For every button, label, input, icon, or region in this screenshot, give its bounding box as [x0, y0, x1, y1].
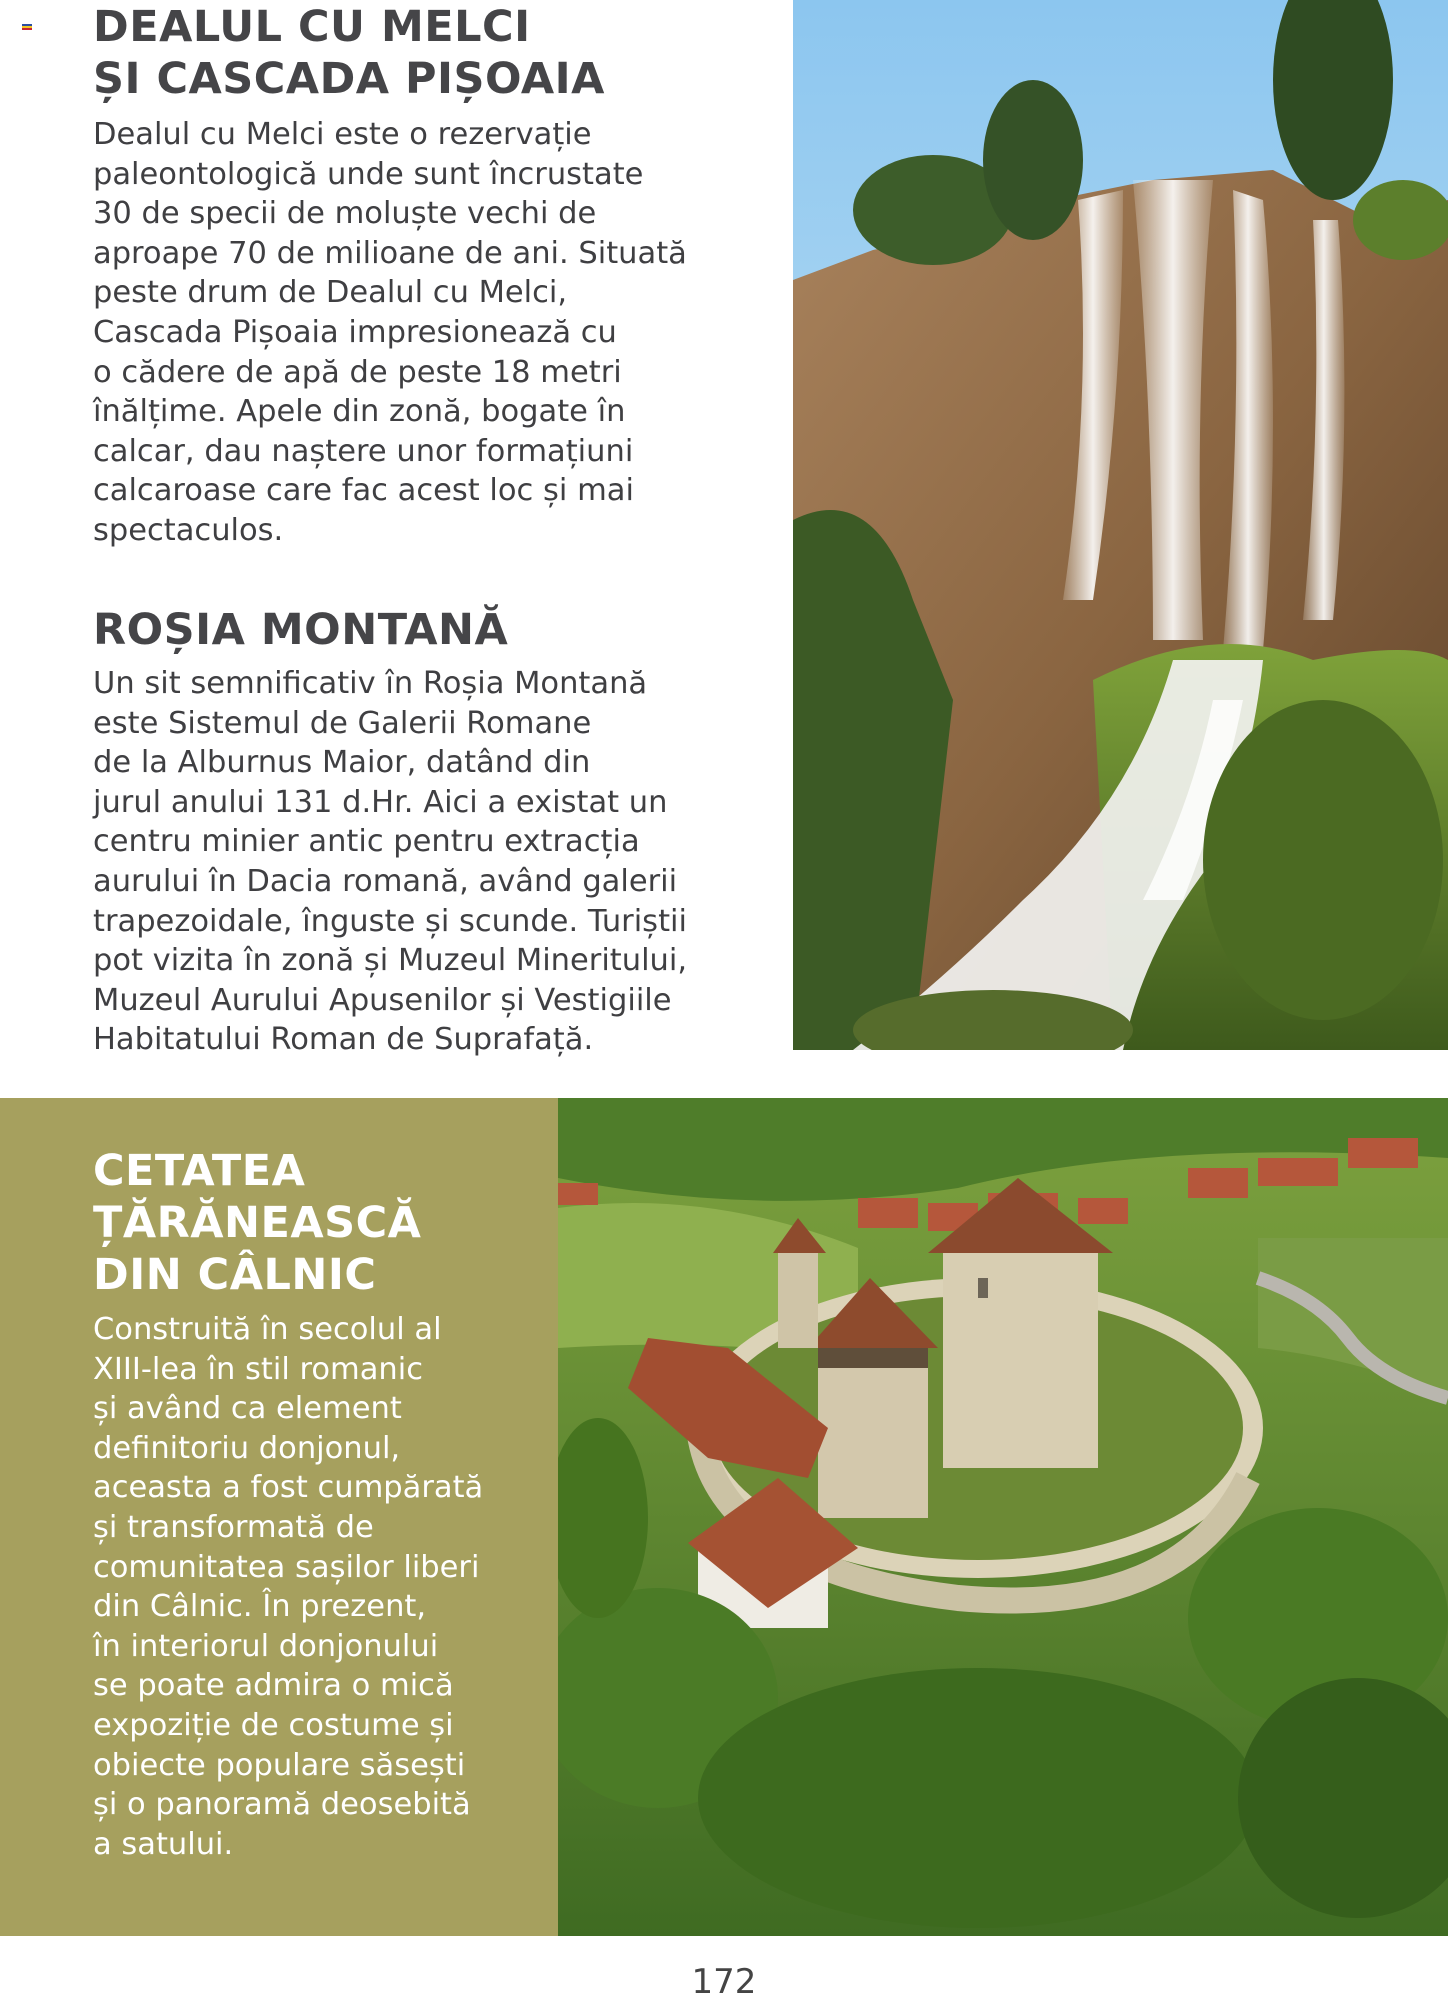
body-line: trapezoidale, înguste și scunde. Turiștii — [93, 903, 687, 939]
body-line: și o panoramă deosebită — [93, 1787, 471, 1823]
body-line: și având ca element — [93, 1391, 402, 1427]
body-line: pot vizita în zonă și Muzeul Mineritului, — [93, 943, 688, 979]
body-line: XIII-lea în stil romanic — [93, 1351, 424, 1387]
body-line: jurul anului 131 d.Hr. Aici a existat un — [93, 784, 668, 820]
body-line: în interiorul donjonului — [93, 1628, 439, 1664]
body-line: a satului. — [93, 1826, 234, 1862]
fortified-church-aerial-photo — [558, 1098, 1448, 1936]
flag-icon — [22, 24, 32, 30]
body-line: obiecte populare săsești — [93, 1747, 466, 1783]
title-line: ȘI CASCADA PIȘOAIA — [93, 54, 605, 104]
body-line: calcaroase care fac acest loc și mai — [93, 473, 634, 509]
body-line: paleontologică unde sunt încrustate — [93, 156, 644, 192]
body-line: Habitatului Roman de Suprafață. — [93, 1022, 594, 1058]
body-line: calcar, dau naștere unor formațiuni — [93, 433, 634, 469]
body-line: Dealul cu Melci este o rezervație — [93, 117, 592, 152]
title-line: CETATEA — [93, 1146, 306, 1196]
body-line: Cascada Pișoaia impresionează cu — [93, 314, 617, 350]
body-line: de la Alburnus Maior, datând din — [93, 745, 591, 781]
body-line: din Câlnic. În prezent, — [93, 1589, 427, 1625]
body-line: este Sistemul de Galerii Romane — [93, 705, 592, 741]
title-line: ROȘIA MONTANĂ — [93, 605, 509, 655]
body-line: Un sit semnificativ în Roșia Montană — [93, 666, 648, 701]
section-body-dealul-cu-melci — [93, 115, 687, 551]
body-line: spectaculos. — [93, 512, 284, 548]
section-title-cetatea-calnic — [93, 1145, 421, 1301]
body-line: se poate admira o mică — [93, 1668, 454, 1704]
body-line: aurului în Dacia romană, având galerii — [93, 863, 678, 899]
body-line: aceasta a fost cumpărată — [93, 1470, 484, 1506]
body-line: expoziție de costume și — [93, 1707, 454, 1743]
section-title-rosia-montana — [93, 604, 508, 656]
body-line: Construită în secolul al — [93, 1312, 442, 1347]
body-line: aproape 70 de milioane de ani. Situată — [93, 235, 687, 271]
title-line: DEALUL CU MELCI — [93, 2, 531, 52]
page-number: 172 — [691, 1962, 757, 2002]
body-line: Muzeul Aurului Apusenilor și Vestigiile — [93, 982, 672, 1018]
body-line: și transformată de — [93, 1509, 374, 1545]
body-line: centru minier antic pentru extracția — [93, 824, 640, 860]
body-line: o cădere de apă de peste 18 metri — [93, 354, 622, 390]
body-line: comunitatea sașilor liberi — [93, 1549, 480, 1585]
section-body-cetatea-calnic — [93, 1310, 483, 1864]
section-title-dealul-cu-melci — [93, 1, 605, 105]
title-line: DIN CÂLNIC — [93, 1250, 377, 1300]
waterfall-photo — [793, 0, 1448, 1050]
body-line: definitoriu donjonul, — [93, 1430, 401, 1466]
body-line: peste drum de Dealul cu Melci, — [93, 275, 568, 311]
body-line: 30 de specii de moluște vechi de — [93, 196, 597, 232]
title-line: ȚĂRĂNEASCĂ — [93, 1198, 422, 1248]
section-body-rosia-montana — [93, 664, 687, 1060]
body-line: înălțime. Apele din zonă, bogate în — [93, 394, 626, 430]
